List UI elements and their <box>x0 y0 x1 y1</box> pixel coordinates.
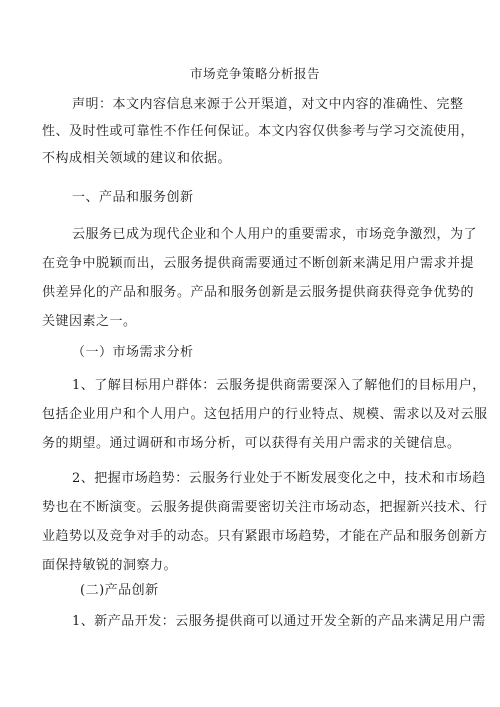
item-1-line-1: 1、了解目标用户群体：云服务提供商需要深入了解他们的目标用户， <box>72 378 486 393</box>
paragraph-1-line-4: 关键因素之一。 <box>42 314 137 329</box>
item-2-line-3: 业趋势以及竞争对手的动态。只有紧跟市场趋势，才能在产品和服务创新方 <box>42 529 488 544</box>
paragraph-1-line-1: 云服务已成为现代企业和个人用户的重要需求，市场竞争激烈，为了 <box>72 227 478 242</box>
disclaimer-line-3: 不构成相关领域的建议和依据。 <box>42 151 232 166</box>
section-heading-1: 一、产品和服务创新 <box>72 190 194 205</box>
subsection-heading-2: (二)产品创新 <box>80 583 159 598</box>
subsection-heading-1: （一）市场需求分析 <box>72 345 194 360</box>
item-1-line-2: 包括企业用户和个人用户。这包括用户的行业特点、规模、需求以及对云服 <box>42 407 488 422</box>
paragraph-1-line-3: 供差异化的产品和服务。产品和服务创新是云服务提供商获得竞争优势的 <box>42 285 475 300</box>
item-2-line-2: 势也在不断演变。云服务提供商需要密切关注市场动态，把握新兴技术、行 <box>42 500 488 515</box>
disclaimer-line-2: 性、及时性或可靠性不作任何保证。本文内容仅供参考与学习交流使用， <box>42 124 475 139</box>
document-title: 市场竞争策略分析报告 <box>190 66 321 81</box>
item-1-line-3: 务的期望。通过调研和市场分析，可以获得有关用户需求的关键信息。 <box>42 436 461 451</box>
paragraph-1-line-2: 在竞争中脱颖而出，云服务提供商需要通过不断创新来满足用户需求并提 <box>42 256 475 271</box>
item-2-line-4: 面保持敏锐的洞察力。 <box>42 558 178 573</box>
item-3-line-1: 1、新产品开发：云服务提供商可以通过开发全新的产品来满足用户需 <box>72 614 486 629</box>
item-2-line-1: 2、把握市场趋势：云服务行业处于不断发展变化之中，技术和市场趋 <box>72 471 486 486</box>
disclaimer-line-1: 声明：本文内容信息来源于公开渠道，对文中内容的准确性、完整 <box>72 97 464 112</box>
